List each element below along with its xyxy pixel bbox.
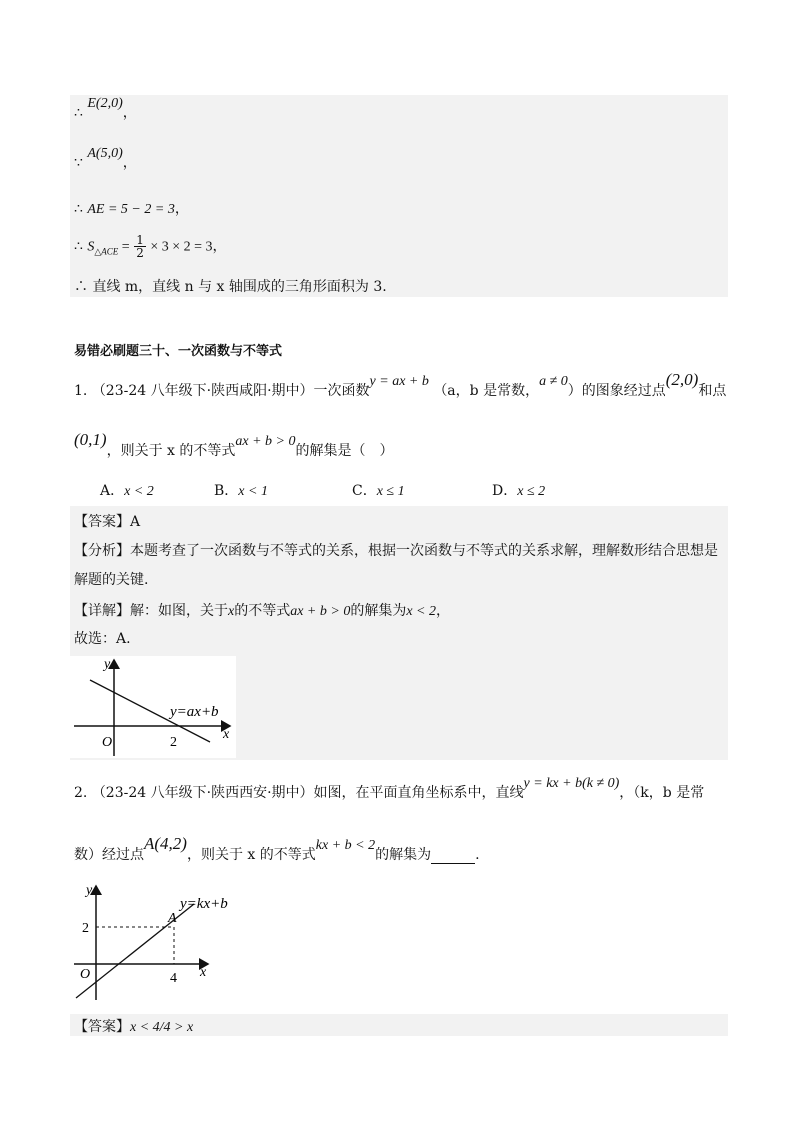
q2-answer: 【答案】x < 4/4 > x — [74, 1019, 194, 1035]
q2-line-label: y=kx+b — [180, 896, 228, 912]
q2-stem-line2: 数）经过点A(4,2)，则关于 x 的不等式kx + b < 2的解集为 . — [74, 834, 480, 863]
q1-stem-line1: 1. （23-24 八年级下·陕西咸阳·期中）一次函数y = ax + b （a，b 是常数，a ≠ 0）的图象经过点(2,0)和点 — [74, 370, 727, 399]
q1-origin-label: O — [102, 735, 113, 750]
q1-stem-line2: (0,1)，则关于 x 的不等式ax + b > 0的解集是（ ） — [74, 430, 394, 459]
q2-point-label: A — [168, 911, 177, 926]
q1-detail: 【详解】解：如图，关于x的不等式ax + b > 0的解集为x < 2， — [74, 603, 450, 619]
q2-stem-line1: 2. （23-24 八年级下·陕西西安·期中）如图，在平面直角坐标系中，直线y = kx + b(k ≠ 0)，（k，b 是常 — [74, 776, 705, 801]
q1-answer: 【答案】A — [74, 514, 141, 530]
q1-option-d[interactable]: D．x ≤ 2 — [492, 483, 546, 499]
solution-line-1: ∴ E(2,0)， — [74, 96, 137, 121]
q2-y-tick-label: 2 — [82, 921, 89, 936]
q2-x-label: x — [200, 965, 207, 980]
q1-analysis-line2: 解题的关键. — [74, 572, 149, 588]
q1-option-c[interactable]: C．x ≤ 1 — [352, 483, 405, 499]
q1-y-label: y — [104, 657, 111, 672]
q1-choose: 故选：A. — [74, 631, 131, 647]
solution-line-5: ∴ 直线 m，直线 n 与 x 轴围成的三角形面积为 3. — [74, 279, 387, 295]
q1-line-label: y=ax+b — [170, 704, 219, 720]
q1-option-a[interactable]: A．x < 2 — [100, 483, 154, 499]
q1-option-b[interactable]: B．x < 1 — [214, 483, 268, 499]
q2-origin-label: O — [80, 967, 91, 982]
q2-graph — [70, 882, 240, 1004]
q1-graph — [70, 656, 236, 758]
fraction: $\frac{1}{2}$ — [136, 233, 144, 260]
solution-line-2: ∵ A(5,0)， — [74, 146, 137, 171]
q1-analysis-line1: 【分析】本题考查了一次函数与不等式的关系，根据一次函数与不等式的关系求解，理解数形结合思想是 — [74, 543, 718, 559]
q2-x-tick-label: 4 — [170, 971, 177, 986]
solution-line-3: ∴ AE = 5 − 2 = 3， — [74, 201, 189, 217]
q1-x-label: x — [223, 727, 230, 742]
solution-line-4: ∴ $S_{\triangle ACE}$ = $\frac{1}{2}$ × 3 × 2 = 3， — [74, 233, 227, 260]
solution-box — [70, 95, 728, 297]
q2-answer-blank[interactable] — [431, 849, 475, 864]
q2-y-label: y — [86, 883, 93, 898]
q1-xint-label: 2 — [170, 735, 177, 750]
section-title: 易错必刷题三十、一次函数与不等式 — [74, 344, 283, 359]
